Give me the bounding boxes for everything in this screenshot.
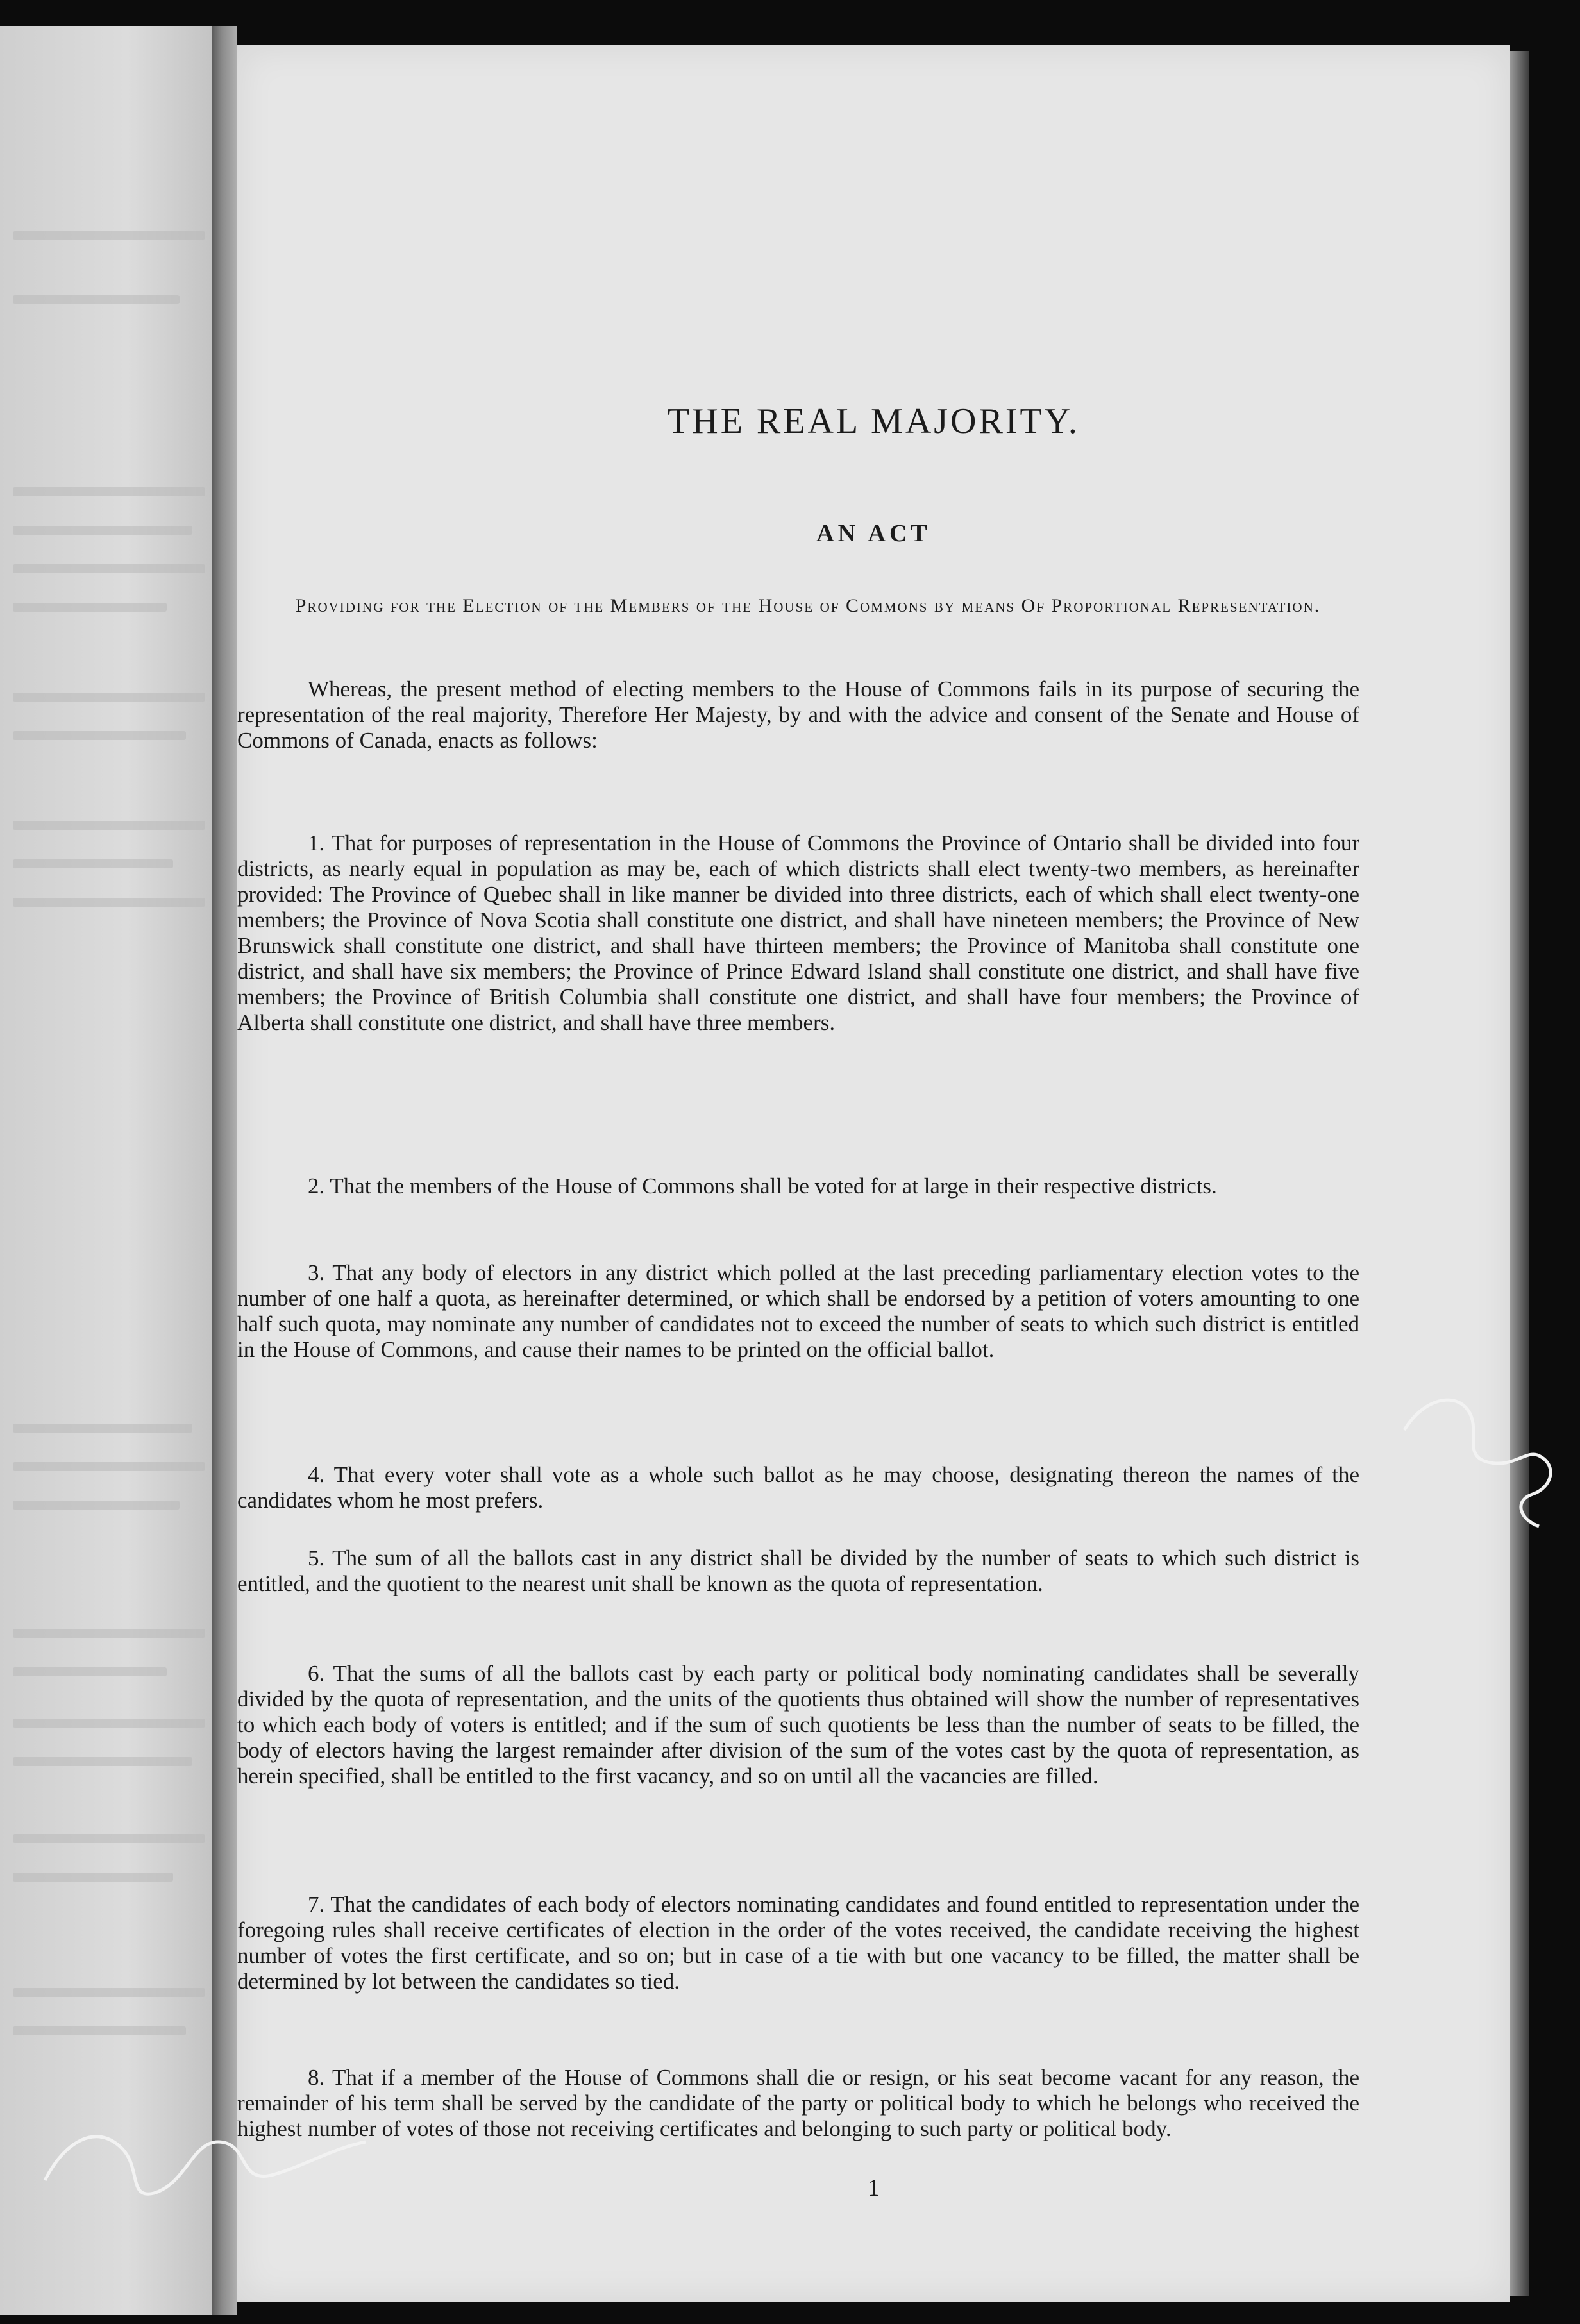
scribble-mark-right bbox=[1398, 1353, 1577, 1545]
preamble-paragraph: Whereas, the present method of electing members to the House of Commons fails in its purpose of securing the representation of the real majority, Therefore Her Majesty, by and with the advice and consent of the Senate and House of Commons of Canada, enacts as follows: bbox=[237, 677, 1359, 753]
section-4-paragraph: 4. That every voter shall vote as a whole such ballot as he may choose, designating thereon the names of the candidates whom he most prefers. bbox=[237, 1462, 1359, 1513]
facing-page bbox=[0, 26, 212, 2315]
section-2-paragraph: 2. That the members of the House of Commons shall be voted for at large in their respective districts. bbox=[308, 1174, 1217, 1199]
document-page bbox=[237, 45, 1510, 2302]
act-subtitle: AN ACT bbox=[816, 520, 931, 547]
page-title: THE REAL MAJORITY. bbox=[668, 401, 1080, 441]
page-content bbox=[237, 45, 1510, 2302]
act-heading: Providing for the Election of the Members of the House of Commons by means Of Proportional Representation. bbox=[295, 595, 1321, 616]
scribble-mark-left bbox=[38, 2103, 372, 2206]
section-7-paragraph: 7. That the candidates of each body of electors nominating candidates and found entitled to representation under the foregoing rules shall receive certificates of election in the order of the votes received, the candidate receiving the highest number of votes the first certificate, and so on; but in case of a tie with but one vacancy to be filled, the matter shall be determined by lot between the candidates so tied. bbox=[237, 1892, 1359, 1994]
section-6-paragraph: 6. That the sums of all the ballots cast by each party or political body nominating candidates shall be severally divided by the quota of representation, and the units of the quotients thus obtained will show the number of representatives to which each body of voters is entitled; and if the sum of such quotients be less than the number of seats to be filled, the body of electors having the largest remainder after division of the sum of the votes cast by the quota of representation, as herein specified, shall be entitled to the first vacancy, and so on until all the vacancies are filled. bbox=[237, 1661, 1359, 1789]
section-8-paragraph: 8. That if a member of the House of Commons shall die or resign, or his seat become vacant for any reason, the remainder of his term shall be served by the candidate of the party or political body to which he belongs who received the highest number of votes of those not receiving certificates and belonging to such party or political body. bbox=[237, 2065, 1359, 2141]
section-3-paragraph: 3. That any body of electors in any district which polled at the last preceding parliamentary election votes to the number of one half a quota, as hereinafter determined, or which shall be endorsed by a petition of voters amounting to one half such quota, may nominate any number of candidates not to exceed the number of seats to which such district is entitled in the House of Commons, and cause their names to be printed on the official ballot. bbox=[237, 1260, 1359, 1362]
page-number: 1 bbox=[868, 2175, 880, 2202]
section-5-paragraph: 5. The sum of all the ballots cast in any district shall be divided by the number of seats to which such district is entitled, and the quotient to the nearest unit shall be known as the quota of representation. bbox=[237, 1545, 1359, 1596]
binding-gutter bbox=[212, 26, 237, 2315]
section-1-paragraph: 1. That for purposes of representation in the House of Commons the Province of Ontario shall be divided into four districts, as nearly equal in population as may be, each of which districts shall elect twenty-two members, as hereinafter provided: The Province of Quebec shall in like manner be divided into three districts, each of which shall elect twenty-one members; the Province of Nova Scotia shall constitute one district, and shall have nineteen members; the Province of New Brunswick shall constitute one district, and shall have thirteen members; the Province of Manitoba shall constitute one district, and shall have six members; the Province of Prince Edward Island shall constitute one district, and shall have five members; the Province of British Columbia shall constitute one district, and shall have four members; the Province of Alberta shall constitute one district, and shall have three members. bbox=[237, 830, 1359, 1035]
page-edge-shadow bbox=[1510, 51, 1529, 2296]
